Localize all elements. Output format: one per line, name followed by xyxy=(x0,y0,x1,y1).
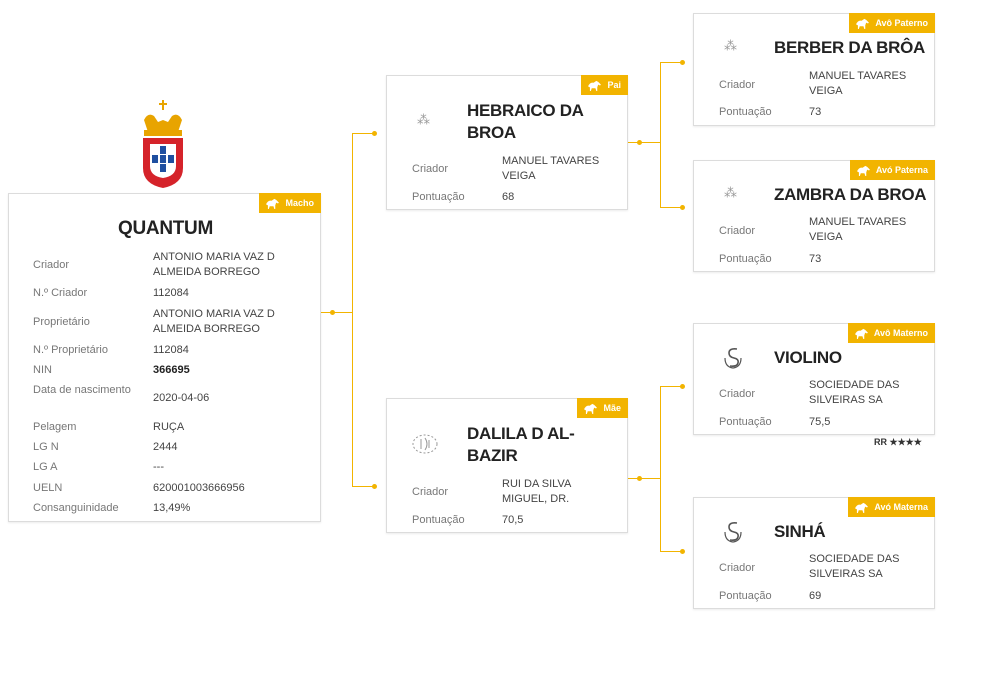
horse-name: HEBRAICO DA BROA xyxy=(467,101,584,142)
breeder-label: Criador xyxy=(719,79,756,91)
horse-icon xyxy=(587,80,602,91)
info-value: 366695 xyxy=(153,364,190,376)
horse-name: ZAMBRA DA BROA xyxy=(774,185,927,204)
info-value: ANTONIO MARIA VAZ D ALMEIDA BORREGO xyxy=(153,251,275,278)
grandparent-badge: Avô Materno xyxy=(848,323,935,343)
score-label: Pontuação xyxy=(719,590,772,602)
brand-mark-icon: ⁂ xyxy=(724,185,737,200)
horse-icon xyxy=(855,18,870,29)
score-value: 75,5 xyxy=(809,416,831,428)
breeder-value: SOCIEDADE DAS SILVEIRAS SA xyxy=(809,553,900,580)
score-value: 68 xyxy=(502,191,515,203)
gender-badge: Macho xyxy=(259,193,321,213)
info-value: --- xyxy=(153,461,164,473)
father-badge: Pai xyxy=(581,75,628,95)
info-label: Proprietário xyxy=(33,316,90,328)
paternal-grandfather-card[interactable] xyxy=(693,13,935,126)
rating-badge: RR ★★★★ xyxy=(874,437,922,447)
grandparent-badge: Avó Paterna xyxy=(850,160,935,180)
brand-mark-icon xyxy=(411,433,439,460)
score-label: Pontuação xyxy=(412,191,465,203)
maternal-grandfather-card[interactable] xyxy=(693,323,935,435)
brand-mark-icon: ⁂ xyxy=(724,38,737,53)
info-label: N.º Proprietário xyxy=(33,344,108,356)
breeder-label: Criador xyxy=(412,486,449,498)
father-card[interactable] xyxy=(386,75,628,210)
score-label: Pontuação xyxy=(719,253,772,265)
info-label: LG A xyxy=(33,461,58,473)
brand-mark-icon: ⁂ xyxy=(417,112,430,127)
breeder-value: MANUEL TAVARES VEIGA xyxy=(502,155,600,182)
info-value: 620001003666956 xyxy=(153,482,245,494)
info-value: 112084 xyxy=(153,287,189,299)
brand-mark-icon xyxy=(722,346,744,375)
breeder-label: Criador xyxy=(719,388,756,400)
score-value: 73 xyxy=(809,253,822,265)
breeder-value: MANUEL TAVARES VEIGA xyxy=(809,216,907,243)
info-label: Criador xyxy=(33,259,70,271)
info-value: 112084 xyxy=(153,344,189,356)
breeder-label: Criador xyxy=(719,225,756,237)
info-label: Pelagem xyxy=(33,421,77,433)
breeder-label: Criador xyxy=(412,163,449,175)
horse-icon xyxy=(854,328,869,339)
horse-icon xyxy=(856,165,871,176)
breeder-value: RUI DA SILVA MIGUEL, DR. xyxy=(502,478,571,505)
info-value: 2444 xyxy=(153,441,178,453)
score-label: Pontuação xyxy=(719,416,772,428)
horse-icon xyxy=(265,198,280,209)
info-label: LG N xyxy=(33,441,59,453)
info-value: RUÇA xyxy=(153,421,185,433)
score-value: 73 xyxy=(809,106,822,118)
score-value: 70,5 xyxy=(502,514,524,526)
coat-of-arms-logo xyxy=(138,98,188,190)
brand-mark-icon xyxy=(722,520,744,549)
horse-name: QUANTUM xyxy=(118,218,213,239)
horse-name: SINHÁ xyxy=(774,522,826,541)
mother-badge: Mãe xyxy=(577,398,628,418)
breeder-value: MANUEL TAVARES VEIGA xyxy=(809,70,907,97)
score-label: Pontuação xyxy=(412,514,465,526)
horse-icon xyxy=(583,403,598,414)
horse-icon xyxy=(854,502,869,513)
grandparent-badge: Avó Materna xyxy=(848,497,935,517)
horse-name: VIOLINO xyxy=(774,348,842,367)
info-value: ANTONIO MARIA VAZ D ALMEIDA BORREGO xyxy=(153,308,275,335)
info-label: Data de nascimento xyxy=(33,384,131,396)
info-value: 2020-04-06 xyxy=(153,392,210,404)
info-label: Consanguinidade xyxy=(33,502,119,514)
horse-name: DALILA D AL-BAZIR xyxy=(467,424,575,465)
horse-name: BERBER DA BRÔA xyxy=(774,38,926,57)
maternal-grandmother-card[interactable] xyxy=(693,497,935,609)
info-value: 13,49% xyxy=(153,502,191,514)
grandparent-badge: Avô Paterno xyxy=(849,13,935,33)
mother-card[interactable] xyxy=(386,398,628,533)
breeder-label: Criador xyxy=(719,562,756,574)
info-label: NIN xyxy=(33,364,52,376)
breeder-value: SOCIEDADE DAS SILVEIRAS SA xyxy=(809,379,900,406)
info-label: UELN xyxy=(33,482,63,494)
info-label: N.º Criador xyxy=(33,287,88,299)
score-label: Pontuação xyxy=(719,106,772,118)
score-value: 69 xyxy=(809,590,822,602)
paternal-grandmother-card[interactable] xyxy=(693,160,935,272)
